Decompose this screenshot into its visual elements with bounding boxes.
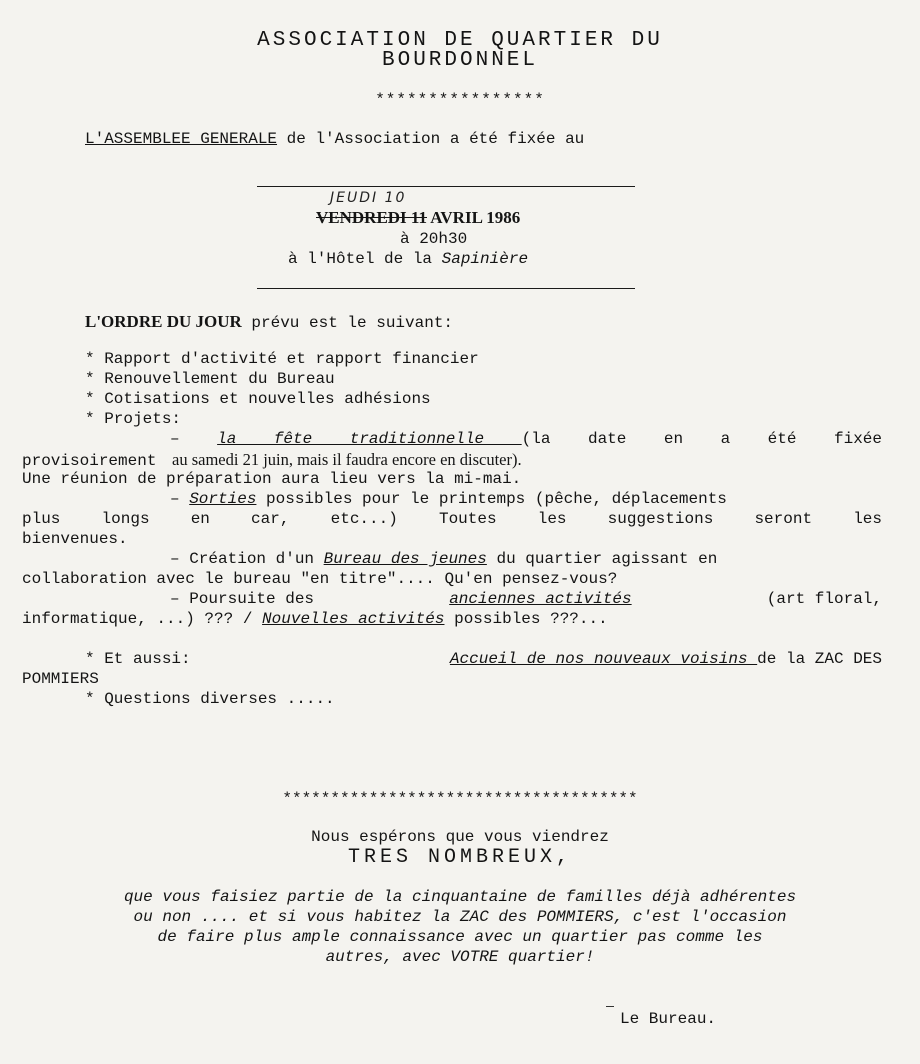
project-fete-line-2: provisoirement au samedi 21 juin, mais il faudra encore en discuter).: [22, 450, 522, 470]
meeting-bottom-rule: [257, 288, 635, 289]
project-sorties-line-2: plus longs en car, etc...) Toutes les suggestions seront les: [22, 510, 882, 528]
header-stars: ****************: [375, 91, 545, 109]
project-jeunes-link: Bureau des jeunes: [323, 550, 487, 568]
agenda-item: * Cotisations et nouvelles adhésions: [85, 390, 431, 408]
project-jeunes-line-2: collaboration avec le bureau "en titre".... Qu'en pensez-vous?: [22, 570, 618, 588]
aussi-line-2: POMMIERS: [22, 670, 99, 688]
agenda-item: * Renouvellement du Bureau: [85, 370, 335, 388]
meeting-place: [288, 250, 528, 268]
closing-line-2: ou non .... et si vous habitez la ZAC des POMMIERS, c'est l'occasion: [133, 908, 787, 926]
agenda-item: * Rapport d'activité et rapport financier: [85, 350, 479, 368]
meeting-date-text: AVRIL 1986: [427, 208, 521, 227]
project-activites-line-1: – Poursuite des anciennes activités (art floral,: [170, 590, 882, 608]
questions-diverses: * Questions diverses .....: [85, 690, 335, 708]
closing-line-1: que vous faisiez partie de la cinquantaine de familles déjà adhérentes: [123, 888, 797, 906]
meeting-place-prefix: à l'Hôtel de la: [288, 250, 442, 268]
agenda-heading-line: [85, 312, 453, 332]
hope-line: Nous espérons que vous viendrez: [311, 828, 609, 846]
agenda-heading-rest: prévu est le suivant:: [241, 314, 454, 332]
title-line-1: ASSOCIATION DE QUARTIER DU: [257, 29, 663, 52]
tres-nombreux: TRES NOMBREUX,: [347, 846, 573, 869]
project-fete-line-1: – la fête traditionnelle (la date en a été fixée: [170, 430, 882, 448]
project-sorties-line-1: – Sorties possibles pour le printemps (pêche, déplacements: [170, 490, 727, 508]
project-sorties-link: Sorties: [189, 490, 257, 508]
meeting-place-name: Sapinière: [441, 250, 529, 268]
intro-rest: de l'Association a été fixée au: [277, 130, 585, 148]
accueil-voisins-link: Accueil de nos nouveaux voisins: [449, 650, 758, 668]
meeting-date: [316, 208, 520, 228]
project-fete-line-3: Une réunion de préparation aura lieu vers la mi-mai.: [22, 470, 522, 488]
meeting-top-rule: [257, 186, 635, 187]
agenda-item: * Projets:: [85, 410, 182, 428]
closing-line-3: de faire plus ample connaissance avec un quartier pas comme les: [157, 928, 763, 946]
handwritten-day: JEUDI 10: [330, 190, 407, 206]
crossed-out-date: VENDREDI 11: [316, 208, 427, 227]
footer-stars: *************************************: [282, 790, 638, 808]
aussi-line-1: * Et aussi: Accueil de nos nouveaux voisins de la ZAC DES: [85, 650, 882, 668]
nouvelles-activites-link: Nouvelles activités: [262, 610, 445, 628]
project-sorties-line-3: bienvenues.: [22, 530, 128, 548]
project-activites-line-2: informatique, ...) ??? / Nouvelles activités possibles ???...: [22, 610, 608, 628]
project-jeunes-line-1: – Création d'un Bureau des jeunes du quartier agissant en: [170, 550, 718, 568]
intro-line: [85, 130, 584, 148]
title-line-2: BOURDONNEL: [381, 49, 539, 72]
signature-dash: [606, 1006, 614, 1007]
agenda-heading: L'ORDRE DU JOUR: [85, 312, 242, 331]
anciennes-activites-link: anciennes activités: [449, 590, 632, 608]
meeting-time: à 20h30: [400, 230, 468, 248]
assembly-label: L'ASSEMBLEE GENERALE: [85, 130, 278, 148]
closing-line-4: autres, avec VOTRE quartier!: [325, 948, 595, 966]
signature: Le Bureau.: [620, 1010, 717, 1028]
project-fete-link: la fête traditionnelle: [217, 430, 522, 448]
